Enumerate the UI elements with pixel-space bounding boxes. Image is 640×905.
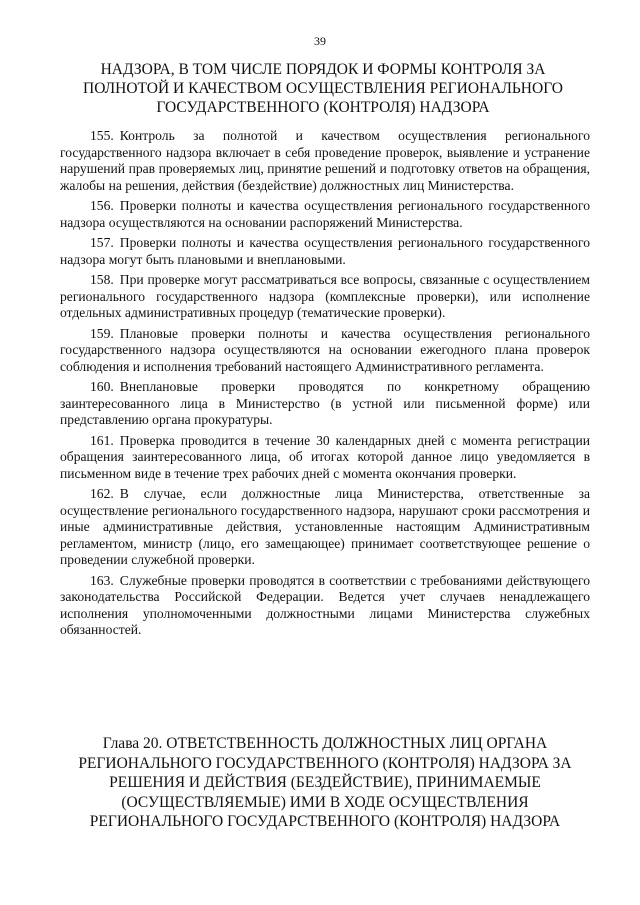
chapter-heading: Глава 20. ОТВЕТСТВЕННОСТЬ ДОЛЖНОСТНЫХ ЛИЦ ОРГАНА РЕГИОНАЛЬНОГО ГОСУДАРСТВЕННОГО (КОНТРОЛЯ) НАДЗОРА ЗА РЕШЕНИЯ И ДЕЙСТВИЯ (БЕЗДЕЙСТВИЕ), ПРИНИМАЕМЫЕ (ОСУЩЕСТВЛЯЕМЫЕ) ИМИ В ХОДЕ ОСУЩЕСТВЛЕНИЯ РЕГИОНАЛЬНОГО ГОСУДАРСТВЕННОГО (КОНТРОЛЯ) НАДЗОРА: [78, 735, 572, 830]
body-text: [60, 128, 590, 643]
paragraph-number: 158.: [90, 272, 114, 287]
paragraph-number: 155.: [90, 128, 114, 143]
paragraph-156: [60, 198, 590, 231]
paragraph-number: 162.: [90, 486, 114, 501]
paragraph-number: 160.: [90, 379, 114, 394]
paragraph-number: 159.: [90, 325, 114, 341]
paragraph-163: [60, 573, 590, 639]
paragraph-text: Плановые проверки полноты и качества осуществления регионального государственного надзора осуществляются на основании ежегодного плана проверок соблюдения и исполнения требований настоящего Административного регламента.: [60, 325, 590, 374]
paragraph-text: При проверке могут рассматриваться все вопросы, связанные с осуществлением регионального государственного надзора (комплексные проверки), или исполнение отдельных административных процедур (тематические проверки).: [60, 272, 590, 320]
paragraph-161: [60, 433, 590, 483]
paragraph-number: 157.: [90, 235, 114, 250]
paragraph-number: 161.: [90, 432, 114, 448]
paragraph-155: [60, 128, 590, 194]
paragraph-text: В случае, если должностные лица Министерства, ответственные за осуществление регионального государственного надзора, нарушают сроки рассмотрения и иные административные действия, установленные настоящим Административным регламентом, министр (лицо, его замещающее) принимает соответствующее решение о проведении служебной проверки.: [60, 486, 590, 567]
paragraph-text: Проверка проводится в течение 30 календарных дней с момента регистрации обращения заинтересованного лица, об итогах которой данное лицо уведомляется в письменном виде в течение трех рабочих дней с момента окончания проверки.: [60, 432, 590, 481]
paragraph-number: 163.: [90, 572, 114, 588]
paragraph-162: [60, 486, 590, 569]
paragraph-160: [60, 379, 590, 429]
paragraph-text: Проверки полноты и качества осуществления регионального государственного надзора могут быть плановыми и внеплановыми.: [60, 235, 590, 267]
paragraph-number: 156.: [90, 198, 114, 213]
paragraph-text: Внеплановые проверки проводятся по конкретному обращению заинтересованного лица в Министерство (в устной или письменной форме) или представлению органа прокуратуры.: [60, 379, 590, 427]
page-number: 39: [314, 34, 326, 48]
paragraph-text: Служебные проверки проводятся в соответствии с требованиями действующего законодательства Российской Федерации. Ведется учет случаев ненадлежащего исполнения уполномоченными должностными лицами Министерства служебных обязанностей.: [60, 572, 590, 637]
paragraph-text: Проверки полноты и качества осуществления регионального государственного надзора осуществляются на основании распоряжений Министерства.: [60, 198, 590, 230]
paragraph-158: [60, 272, 590, 322]
paragraph-text: Контроль за полнотой и качеством осуществления регионального государственного надзора включает в себя проведение проверок, выявление и устранение нарушений прав проверяемых лиц, принятие решений и подготовку ответов на обращения, жалобы на решения, действия (бездействие) должностных лиц Министерства.: [60, 128, 590, 193]
section-heading: НАДЗОРА, В ТОМ ЧИСЛЕ ПОРЯДОК И ФОРМЫ КОНТРОЛЯ ЗА ПОЛНОТОЙ И КАЧЕСТВОМ ОСУЩЕСТВЛЕНИЯ РЕГИОНАЛЬНОГО ГОСУДАРСТВЕННОГО (КОНТРОЛЯ) НАДЗОРА: [83, 61, 563, 116]
paragraph-159: [60, 326, 590, 376]
paragraph-157: [60, 235, 590, 268]
